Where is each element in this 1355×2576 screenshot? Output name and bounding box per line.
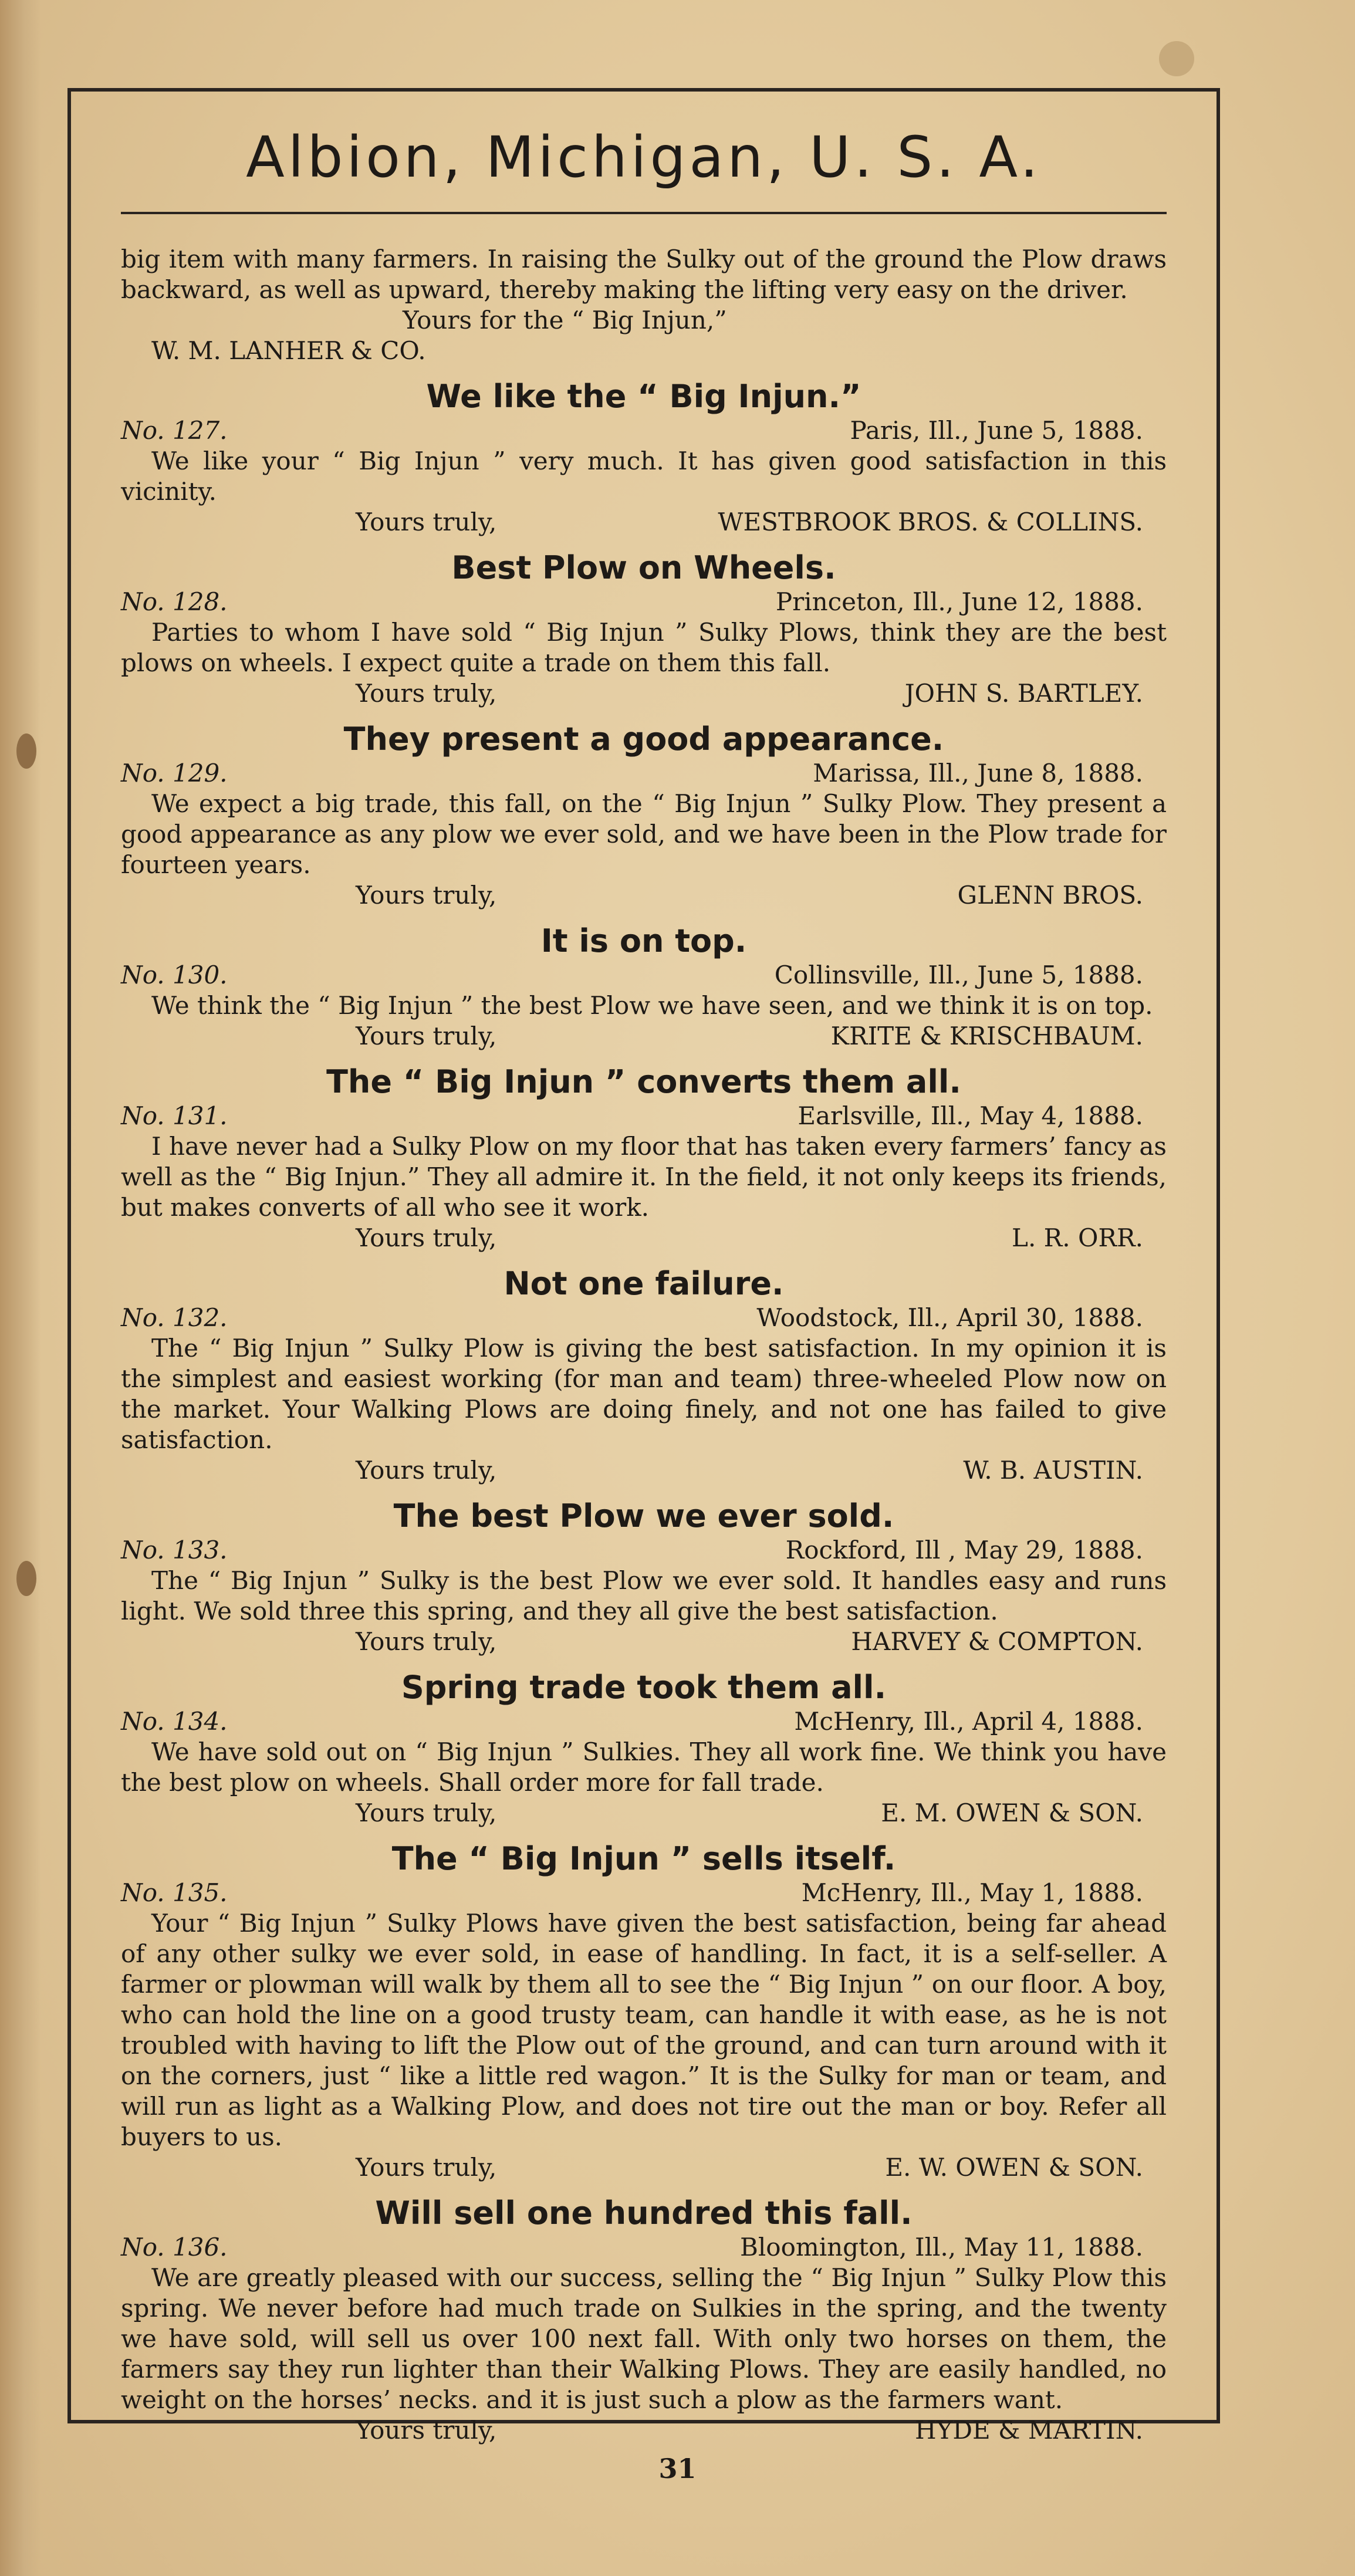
letter-128	[121, 550, 1167, 709]
letter-body: The “ Big Injun ” Sulky Plow is giving the best satisfaction. In my opinion it is the simplest and easiest working (for man and team) three-wheeled Plow now on the market. Your Walking Plows are doing finely, and not one has failed to give satisfaction.	[121, 1334, 1167, 1454]
letter-place-date: Marissa, Ill., June 8, 1888.	[813, 759, 1143, 787]
letter-body: I have never had a Sulky Plow on my floor that has taken every farmers’ fancy as well as the “ Big Injun.” They all admire it. In the field, it not only keeps its friends, but makes converts of all who see it work.	[121, 1132, 1167, 1222]
letter-132	[121, 1266, 1167, 1486]
page-frame	[67, 88, 1220, 2445]
intro-letter	[121, 244, 1167, 366]
letter-closing: Yours truly,	[356, 2153, 497, 2182]
letter-place-date: Collinsville, Ill., June 5, 1888.	[774, 961, 1143, 989]
letter-number: No. 131.	[121, 1101, 228, 1130]
letter-closing-row	[121, 1455, 1167, 1486]
page-number: 31	[658, 2453, 697, 2484]
letter-meta	[121, 1878, 1167, 1908]
letter-place-date: Bloomington, Ill., May 11, 1888.	[740, 2233, 1143, 2261]
letter-closing: Yours truly,	[356, 881, 497, 910]
letter-127	[121, 379, 1167, 537]
letter-body: The “ Big Injun ” Sulky is the best Plow we ever sold. It handles easy and runs light. We sold three this spring, and they all give the best satisfaction.	[121, 1566, 1167, 1625]
letter-place-date: Rockford, Ill , May 29, 1888.	[785, 1536, 1143, 1564]
letter-closing-row	[121, 507, 1167, 537]
letter-closing-row	[121, 2152, 1167, 2183]
letter-body: We like your “ Big Injun ” very much. It has given good satisfaction in this vicinity.	[121, 447, 1167, 506]
letter-number: No. 134.	[121, 1707, 228, 1736]
letter-number: No. 132.	[121, 1303, 228, 1332]
letter-135	[121, 1841, 1167, 2183]
letter-place-date: McHenry, Ill., April 4, 1888.	[794, 1707, 1143, 1736]
letter-heading: The “ Big Injun ” sells itself.	[391, 1840, 896, 1877]
letter-place-date: Princeton, Ill., June 12, 1888.	[775, 587, 1143, 616]
letter-meta	[121, 1101, 1167, 1131]
letter-signature: GLENN BROS.	[957, 881, 1143, 910]
binding-edge	[0, 0, 41, 2576]
letter-closing-row	[121, 305, 1167, 336]
letter-number: No. 136.	[121, 2233, 228, 2261]
letter-closing: Yours truly,	[356, 1456, 497, 1485]
letter-signature: W. B. AUSTIN.	[963, 1456, 1143, 1485]
letter-meta	[121, 1535, 1167, 1566]
letter-heading: Spring trade took them all.	[401, 1669, 887, 1706]
letter-signature: JOHN S. BARTLEY.	[904, 679, 1143, 708]
binding-hole	[16, 733, 36, 769]
letter-signature: W. M. LANHER & CO.	[151, 336, 426, 365]
letter-heading: It is on top.	[540, 922, 747, 959]
letter-meta	[121, 587, 1167, 617]
letter-closing: Yours truly,	[356, 1627, 497, 1656]
letter-closing-row	[121, 1223, 1167, 1253]
letter-closing: Yours truly,	[356, 1223, 497, 1252]
letter-signature: WESTBROOK BROS. & COLLINS.	[718, 508, 1143, 536]
letter-meta	[121, 1706, 1167, 1737]
letter-closing-row	[121, 1021, 1167, 1052]
letter-129	[121, 722, 1167, 911]
letter-130	[121, 924, 1167, 1052]
letter-number: No. 130.	[121, 961, 228, 989]
letter-place-date: McHenry, Ill., May 1, 1888.	[801, 1878, 1143, 1907]
letter-signature: E. W. OWEN & SON.	[885, 2153, 1143, 2182]
letter-number: No. 127.	[121, 416, 228, 445]
letter-closing: Yours truly,	[356, 508, 497, 536]
paper-tear	[1159, 41, 1194, 76]
page-header: Albion, Michigan, U. S. A.	[246, 124, 1042, 190]
letter-meta	[121, 758, 1167, 789]
letter-closing-row	[121, 1627, 1167, 1657]
letter-body: Parties to whom I have sold “ Big Injun ” Sulky Plows, think they are the best plows on wheels. I expect quite a trade on them this fall.	[121, 618, 1167, 677]
letter-closing: Yours truly,	[356, 1799, 497, 1827]
letter-signature: KRITE & KRISCHBAUM.	[830, 1022, 1143, 1050]
letter-closing-row	[121, 880, 1167, 911]
page-content	[121, 244, 1167, 2446]
letter-closing-row	[121, 1798, 1167, 1828]
letter-heading: Not one failure.	[504, 1265, 784, 1302]
letter-number: No. 129.	[121, 759, 228, 787]
letter-signature: HARVEY & COMPTON.	[851, 1627, 1143, 1656]
letter-meta	[121, 2232, 1167, 2263]
letter-meta	[121, 1303, 1167, 1333]
letter-heading: Will sell one hundred this fall.	[375, 2195, 913, 2232]
letter-closing: Yours truly,	[356, 2416, 497, 2445]
letter-heading: Best Plow on Wheels.	[451, 549, 836, 586]
letter-136	[121, 2196, 1167, 2446]
binding-hole	[16, 1561, 36, 1596]
letter-signature: HYDE & MARTIN.	[914, 2416, 1143, 2445]
letter-134	[121, 1670, 1167, 1828]
letter-signature: E. M. OWEN & SON.	[881, 1799, 1143, 1827]
letter-heading: They present a good appearance.	[343, 721, 944, 758]
letter-heading: The “ Big Injun ” converts them all.	[326, 1063, 961, 1100]
letter-body: We expect a big trade, this fall, on the “ Big Injun ” Sulky Plow. They present a good appearance as any plow we ever sold, and we have been in the Plow trade for fourteen years.	[121, 789, 1167, 879]
letter-number: No. 128.	[121, 587, 228, 616]
letter-body: big item with many farmers. In raising the Sulky out of the ground the Plow draws backward, as well as upward, thereby making the lifting very easy on the driver.	[121, 245, 1167, 304]
letter-closing: Yours for the “ Big Injun,”	[403, 306, 727, 334]
letter-closing-row	[121, 2415, 1167, 2446]
letter-closing: Yours truly,	[356, 1022, 497, 1050]
letter-body: Your “ Big Injun ” Sulky Plows have given the best satisfaction, being far ahead of any other sulky we ever sold, in ease of handling. In fact, it is a self-seller. A farmer or plowman will walk by them all to see the “ Big Injun ” on our floor. A boy, who can hold the line on a good trusty team, can handle it with ease, as he is not troubled with having to lift the Plow out of the ground, and can turn around with it on the corners, just “ like a little red wagon.” It is the Sulky for man or team, and will run as light as a Walking Plow, and does not tire out the man or boy. Refer all buyers to us.	[121, 1909, 1167, 2151]
letter-heading: We like the “ Big Injun.”	[426, 378, 861, 415]
letter-number: No. 133.	[121, 1536, 228, 1564]
letter-body: We are greatly pleased with our success, selling the “ Big Injun ” Sulky Plow this spring. We never before had much trade on Sulkies in the spring, and the twenty we have sold, will sell us over 100 next fall. With only two horses on them, the farmers say they run lighter than their Walking Plows. They are easily handled, no weight on the horses’ necks. and it is just such a plow as the farmers want.	[121, 2263, 1167, 2414]
letter-place-date: Woodstock, Ill., April 30, 1888.	[756, 1303, 1143, 1332]
letter-body: We have sold out on “ Big Injun ” Sulkies. They all work fine. We think you have the best plow on wheels. Shall order more for fall trade.	[121, 1737, 1167, 1797]
letter-133	[121, 1499, 1167, 1657]
letter-131	[121, 1064, 1167, 1253]
letter-closing-row	[121, 678, 1167, 709]
letter-place-date: Earlsville, Ill., May 4, 1888.	[798, 1101, 1143, 1130]
letter-number: No. 135.	[121, 1878, 228, 1907]
letter-body: We think the “ Big Injun ” the best Plow we have seen, and we think it is on top.	[151, 991, 1153, 1020]
letter-closing: Yours truly,	[356, 679, 497, 708]
letter-place-date: Paris, Ill., June 5, 1888.	[850, 416, 1143, 445]
letter-signature: L. R. ORR.	[1012, 1223, 1143, 1252]
header-rule	[121, 212, 1167, 214]
letter-meta	[121, 415, 1167, 446]
letter-heading: The best Plow we ever sold.	[393, 1497, 894, 1534]
letter-meta	[121, 960, 1167, 990]
